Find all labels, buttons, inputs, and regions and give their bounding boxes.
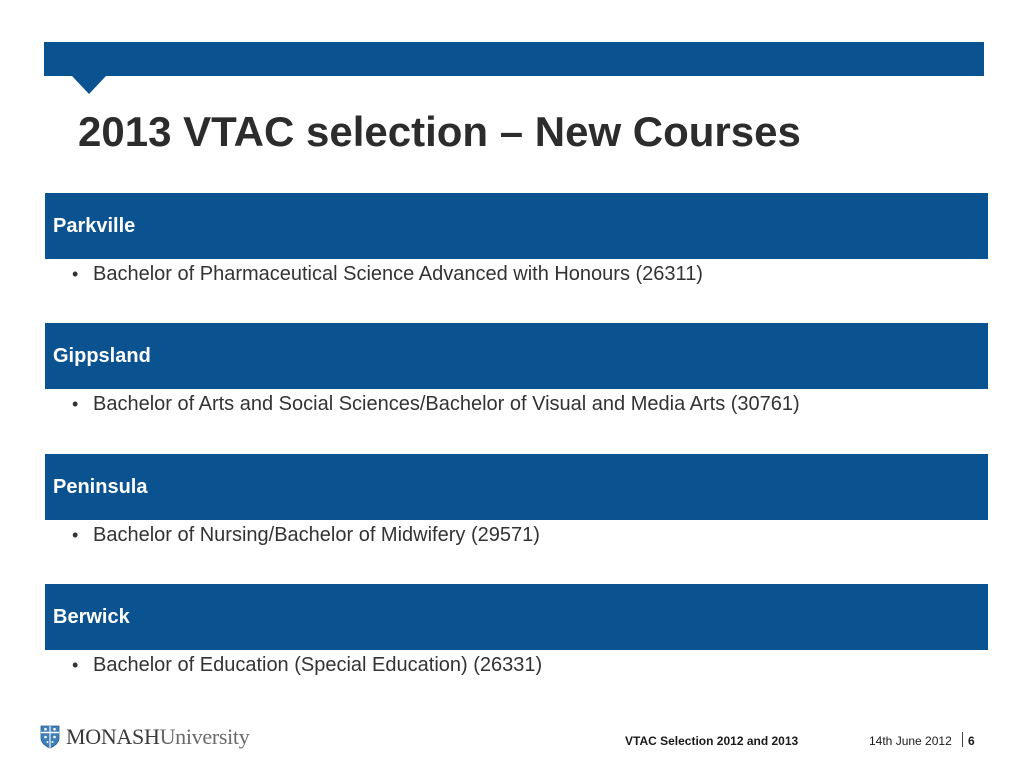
campus-header-parkville bbox=[45, 193, 988, 259]
logo-name-light: University bbox=[159, 724, 250, 749]
campus-header-gippsland bbox=[45, 323, 988, 389]
bullet-icon: • bbox=[72, 394, 79, 414]
bullet-icon: • bbox=[72, 264, 79, 284]
bullet-icon: • bbox=[72, 525, 79, 545]
footer-date: 14th June 2012 bbox=[869, 734, 952, 748]
course-item bbox=[72, 263, 703, 286]
header-bar bbox=[44, 42, 984, 76]
course-item bbox=[72, 393, 800, 416]
footer-presentation-title: VTAC Selection 2012 and 2013 bbox=[625, 734, 799, 748]
campus-name: Peninsula bbox=[53, 475, 148, 498]
course-text: Bachelor of Pharmaceutical Science Advanced with Honours (26311) bbox=[93, 263, 703, 285]
logo-wordmark bbox=[66, 724, 249, 750]
monash-logo bbox=[40, 724, 249, 750]
campus-name: Berwick bbox=[53, 605, 130, 628]
course-text: Bachelor of Arts and Social Sciences/Bachelor of Visual and Media Arts (30761) bbox=[93, 393, 800, 415]
course-item bbox=[72, 524, 540, 547]
campus-header-berwick bbox=[45, 584, 988, 650]
page-number: 6 bbox=[968, 734, 975, 748]
campus-name: Parkville bbox=[53, 214, 136, 237]
campus-name: Gippsland bbox=[53, 344, 151, 367]
header-bar-notch bbox=[72, 76, 106, 94]
bullet-icon: • bbox=[72, 655, 79, 675]
course-text: Bachelor of Nursing/Bachelor of Midwifery (29571) bbox=[93, 524, 540, 546]
logo-name-strong: MONASH bbox=[66, 724, 160, 749]
course-item bbox=[72, 654, 542, 677]
monash-crest-icon bbox=[40, 725, 60, 749]
slide-title: 2013 VTAC selection – New Courses bbox=[78, 108, 801, 155]
course-text: Bachelor of Education (Special Education) (26331) bbox=[93, 654, 543, 676]
footer-divider bbox=[962, 732, 963, 747]
campus-header-peninsula bbox=[45, 454, 988, 520]
